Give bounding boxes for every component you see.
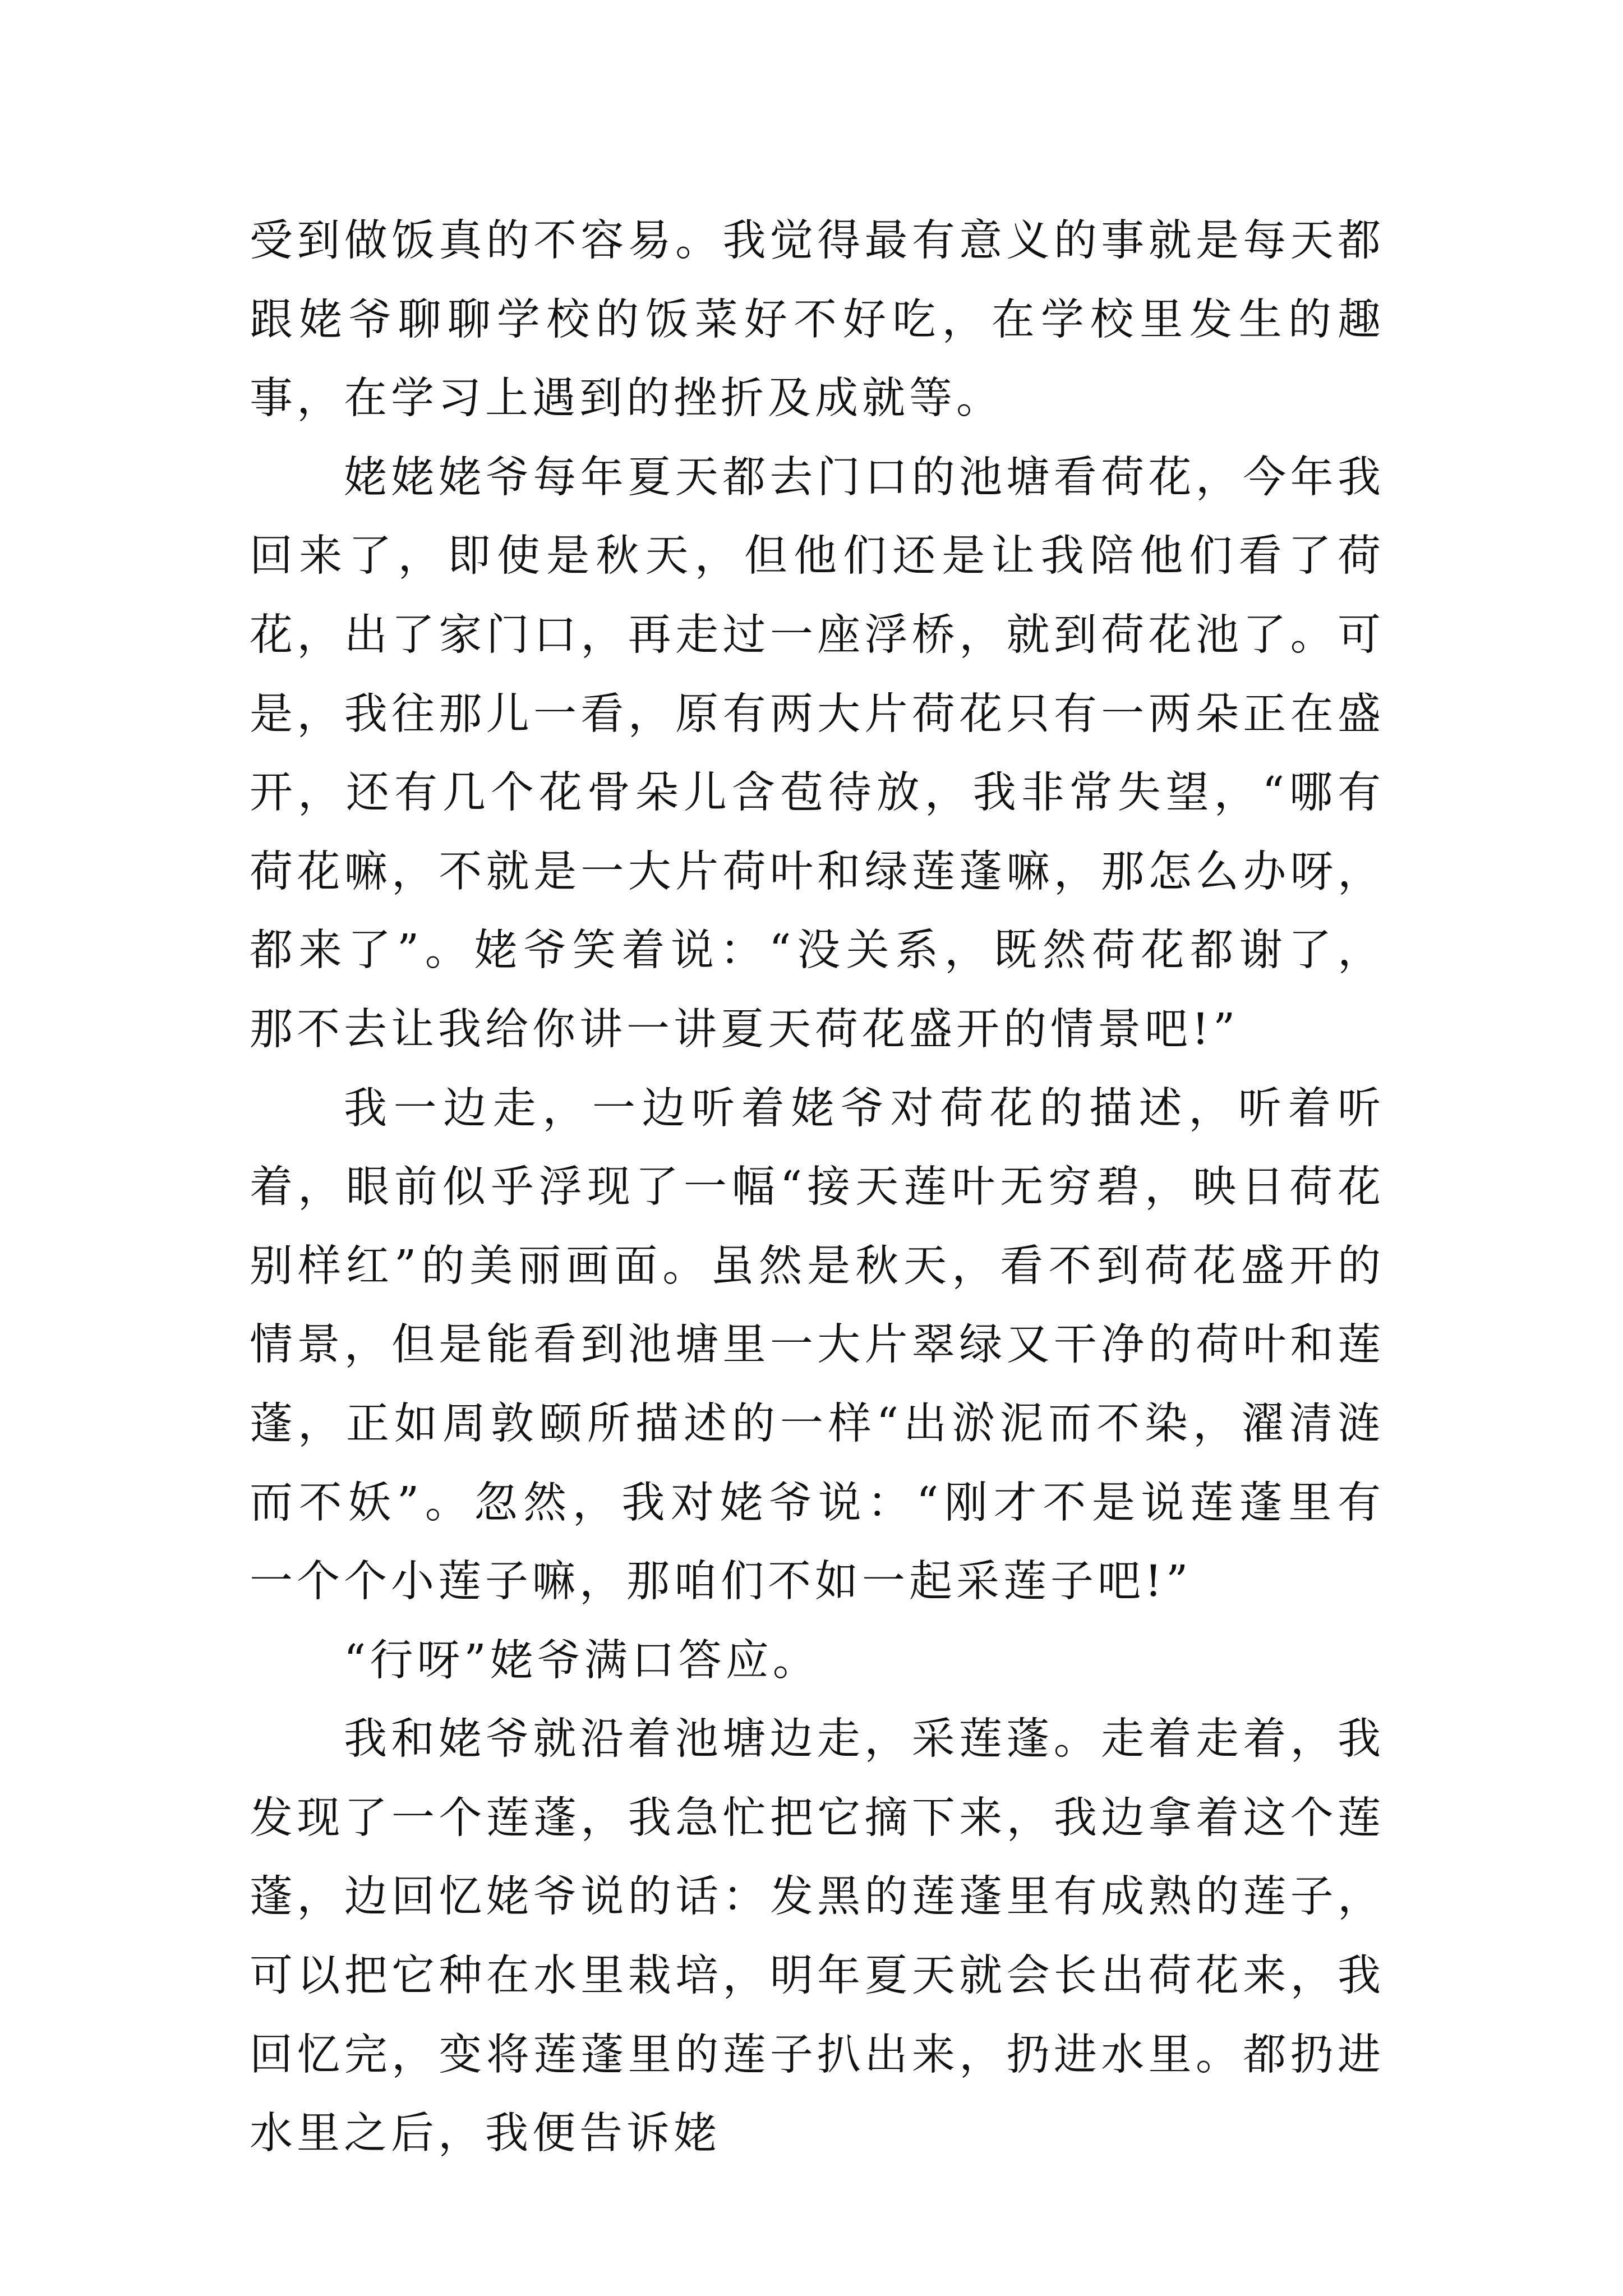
- body-text: [250, 202, 1385, 2174]
- paragraph-1: 受到做饭真的不容易。我觉得最有意义的事就是每天都跟姥爷聊聊学校的饭菜好不好吃，在学校里发生的趣事，在学习上遇到的挫折及成就等。: [250, 216, 1385, 424]
- paragraph-5: 我和姥爷就沿着池塘边走，采莲蓬。走着走着，我发现了一个莲蓬，我急忙把它摘下来，我边拿着这个莲蓬，边回忆姥爷说的话：发黑的莲蓬里有成熟的莲子，可以把它种在水里栽培，明年夏天就会长出荷花来，我回忆完，变将莲蓬里的莲子扒出来，扔进水里。都扔进水里之后，我便告诉姥: [250, 1714, 1385, 2159]
- paragraph-4: “行呀”姥爷满口答应。: [344, 1635, 820, 1686]
- paragraph-3: 我一边走，一边听着姥爷对荷花的描述，听着听着，眼前似乎浮现了一幅“接天莲叶无穷碧，映日荷花别样红”的美丽画面。虽然是秋天，看不到荷花盛开的情景，但是能看到池塘里一大片翠绿又干净的荷叶和莲蓬，正如周敦颐所描述的一样“出淤泥而不染，濯清涟而不妖”。忽然，我对姥爷说：“刚才不是说莲蓬里有一个个小莲子嘛，那咱们不如一起采莲子吧!”: [250, 1083, 1385, 1607]
- paragraph-2: 姥姥姥爷每年夏天都去门口的池塘看荷花，今年我回来了，即使是秋天，但他们还是让我陪他们看了荷花，出了家门口，再走过一座浮桥，就到荷花池了。可是，我往那儿一看，原有两大片荷花只有一两朵正在盛开，还有几个花骨朵儿含苞待放，我非常失望，“哪有荷花嘛，不就是一大片荷叶和绿莲蓬嘛，那怎么办呀，都来了”。姥爷笑着说：“没关系，既然荷花都谢了，那不去让我给你讲一讲夏天荷花盛开的情景吧!”: [250, 452, 1385, 1055]
